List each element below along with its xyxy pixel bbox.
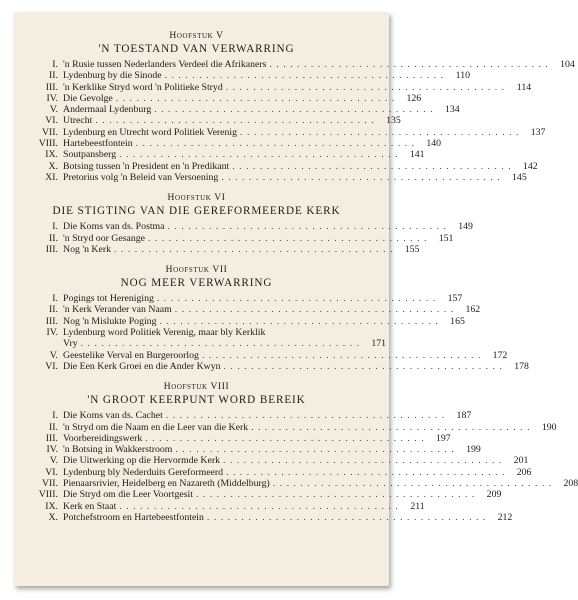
section-number: II. (49, 232, 58, 244)
chapter-section (36, 381, 578, 523)
section-title: 'n Kerklike Stryd word 'n Politieke Stryd (63, 81, 223, 93)
toc-entry (36, 410, 472, 422)
section-title: Hartebeestfontein (63, 138, 133, 150)
leader-dots (248, 422, 530, 433)
leader-dots (142, 433, 424, 444)
section-title: Lydenburg by die Sinode (63, 70, 162, 82)
section-title: Nog 'n Mislukte Poging (63, 315, 157, 327)
section-title: 'n Rusie tussen Nederlanders Verdeel die Afrikaners (63, 59, 267, 70)
section-number: IX. (45, 500, 58, 512)
toc-entry (36, 138, 442, 150)
section-number: VI. (45, 466, 58, 478)
page-number: 211 (410, 500, 425, 512)
page-number: 165 (450, 315, 465, 327)
leader-dots (163, 410, 445, 421)
leader-dots (223, 82, 505, 93)
section-title: Geestelike Verval en Burgeroorlog (63, 349, 199, 361)
section-number: IV. (46, 327, 58, 339)
chapter-heading: Hoofstuk VIII (163, 382, 230, 393)
page-number: 212 (497, 511, 513, 523)
section-number: III. (45, 315, 58, 327)
section-number: XI. (45, 171, 58, 183)
page-number: 171 (371, 338, 387, 350)
toc-entry (36, 171, 527, 183)
page-number: 134 (444, 104, 460, 116)
leader-dots (92, 115, 374, 126)
toc-entry (36, 500, 425, 512)
chapter-title: 'N TOESTAND VAN VERWARRING (98, 43, 295, 55)
table-of-contents (36, 30, 578, 532)
section-number: IV. (46, 92, 58, 104)
page-number: 199 (466, 444, 481, 456)
toc-entry (36, 444, 481, 456)
page-number: 104 (560, 59, 575, 70)
leader-dots (151, 104, 433, 115)
leader-dots (113, 93, 395, 104)
section-number: I. (52, 410, 58, 422)
toc-entry (36, 421, 557, 433)
page-number: 209 (486, 489, 502, 501)
leader-dots (154, 293, 436, 304)
section-number: I. (52, 293, 58, 305)
toc-entry (36, 221, 473, 233)
chapter-title: 'N GROOT KEERPUNT WORD BEREIK (87, 394, 306, 407)
toc-entry (36, 432, 451, 444)
page-number: 137 (530, 126, 546, 138)
section-number: II. (49, 304, 58, 316)
leader-dots (270, 478, 552, 489)
page-number: 206 (516, 466, 532, 478)
page-number: 187 (456, 410, 472, 422)
section-title: Die Uitwerking op die Hervormde Kerk (63, 455, 220, 467)
section-title: Potchefstroom en Hartebeestfontein (63, 511, 204, 523)
toc-entry (36, 149, 425, 161)
section-title: Pogings tot Hereniging (63, 293, 154, 305)
section-title: Die Een Kerk Groei en die Ander Kwyn (63, 360, 221, 372)
page-number: 190 (541, 421, 557, 433)
leader-dots (116, 149, 398, 160)
section-number: VI. (45, 360, 58, 372)
section-title: Die Koms van ds. Postma (63, 221, 165, 233)
section-number: VIII. (38, 138, 58, 150)
page-number: 178 (514, 360, 529, 372)
toc-entry (36, 232, 454, 244)
section-title: Soutpansberg (63, 149, 117, 161)
leader-dots (204, 512, 486, 523)
leader-dots (156, 316, 438, 327)
toc-entry (36, 478, 578, 490)
section-title: Die Stryd om die Leer Voortgesit (63, 489, 193, 501)
toc-entry (36, 70, 470, 82)
toc-entry (36, 489, 502, 501)
section-title: 'n Botsing in Wakkerstroom (63, 444, 173, 456)
page-number: 197 (435, 432, 451, 444)
section-title: Botsing tussen 'n President en 'n Predikant (63, 160, 230, 172)
section-number: V. (49, 455, 58, 467)
section-title: Die Gevolge (63, 92, 113, 104)
toc-entry (36, 455, 529, 467)
section-number: I. (52, 59, 58, 70)
page-number: 110 (455, 70, 470, 82)
toc-entry-continuation (36, 338, 387, 350)
toc-entry (36, 59, 575, 70)
leader-dots (218, 172, 500, 183)
toc-entry (36, 304, 481, 316)
leader-dots (172, 444, 454, 455)
section-number: IX. (45, 149, 58, 161)
section-number: IV. (46, 444, 58, 456)
section-title: Lydenburg word Politiek Verenig, maar bly Kerklik (63, 327, 266, 339)
page-number: 135 (386, 115, 401, 127)
section-title: Lydenburg en Utrecht word Politiek Verenig (63, 126, 238, 138)
page-number: 162 (465, 304, 481, 316)
section-number: VII. (41, 478, 58, 490)
leader-dots (78, 338, 360, 349)
chapter-title: NOG MEER VERWARRING (120, 277, 273, 290)
toc-entry (36, 160, 538, 172)
toc-entry (36, 92, 422, 104)
chapter-section (36, 30, 575, 183)
leader-dots (116, 501, 398, 512)
toc-entry (36, 104, 460, 116)
leader-dots (229, 161, 511, 172)
section-title: Andermaal Lydenburg (63, 104, 152, 116)
chapter-heading: Hoofstuk VI (167, 193, 226, 204)
section-title: 'n Kerk Verander van Naam (63, 304, 172, 316)
section-title-continuation: Vry (63, 338, 78, 350)
section-title: Pretorius volg 'n Beleid van Versoening (63, 171, 219, 183)
toc-entry (36, 293, 463, 305)
section-number: VI. (45, 115, 58, 127)
leader-dots (199, 350, 481, 361)
leader-dots (172, 304, 454, 315)
section-number: II. (49, 70, 58, 82)
toc-entry (36, 243, 420, 255)
section-number: VII. (41, 126, 58, 138)
toc-entry (36, 466, 532, 478)
toc-entry (36, 327, 357, 338)
toc-entry (36, 81, 532, 93)
section-title: Lydenburg bly Nederduits Gereformeerd (63, 466, 224, 478)
section-number: III. (45, 432, 58, 444)
chapter-section (36, 192, 473, 255)
section-number: V. (49, 104, 58, 116)
page-number: 142 (522, 160, 538, 172)
section-number: VIII. (38, 489, 58, 501)
section-number: II. (49, 421, 58, 433)
leader-dots (221, 361, 503, 372)
leader-dots (220, 455, 502, 466)
section-number: X. (48, 511, 58, 523)
page-number: 114 (516, 81, 532, 93)
leader-dots (237, 127, 519, 138)
page-number: 208 (563, 478, 578, 490)
section-title: 'n Stryd om die Naam en die Leer van die Kerk (63, 421, 249, 433)
leader-dots (266, 59, 548, 70)
section-number: III. (45, 81, 58, 93)
page-number: 145 (512, 171, 527, 183)
leader-dots (111, 244, 393, 255)
leader-dots (223, 467, 505, 478)
section-title: Utrecht (63, 115, 93, 127)
toc-entry (36, 360, 529, 372)
page-number: 155 (404, 243, 420, 255)
chapter-title: DIE STIGTING VAN DIE GEREFORMEERDE KERK (52, 205, 341, 218)
chapter-section (36, 264, 529, 372)
page-number: 201 (513, 455, 529, 467)
leader-dots (165, 221, 447, 232)
leader-dots (145, 233, 427, 244)
toc-entry (36, 126, 546, 138)
page-number: 149 (458, 221, 473, 233)
section-title: 'n Stryd oor Gesange (63, 232, 146, 244)
page-number: 141 (409, 149, 425, 161)
page-number: 126 (406, 92, 422, 104)
book-page (14, 12, 578, 586)
toc-entry (36, 115, 401, 127)
leader-dots (193, 489, 475, 500)
section-title: Nog 'n Kerk (63, 243, 112, 255)
page-number: 151 (438, 232, 454, 244)
toc-entry (36, 511, 513, 523)
section-number: V. (49, 349, 58, 361)
leader-dots (162, 70, 444, 81)
chapter-heading: Hoofstuk V (169, 31, 224, 41)
page-number: 172 (492, 349, 508, 361)
section-number: X. (48, 160, 58, 172)
toc-entry (36, 315, 465, 327)
section-title: Kerk en Staat (63, 500, 117, 512)
section-number: III. (45, 243, 58, 255)
toc-entry (36, 349, 508, 361)
section-title: Voorbereidingswerk (63, 432, 143, 444)
section-number: I. (52, 221, 58, 233)
chapter-heading: Hoofstuk VII (165, 265, 228, 276)
page-number: 157 (447, 293, 463, 305)
section-title: Pienaarsrivier, Heidelberg en Nazareth (Middelburg) (63, 478, 270, 490)
section-title: Die Koms van ds. Cachet (63, 410, 163, 422)
page-number: 140 (426, 138, 442, 150)
leader-dots (133, 138, 415, 149)
